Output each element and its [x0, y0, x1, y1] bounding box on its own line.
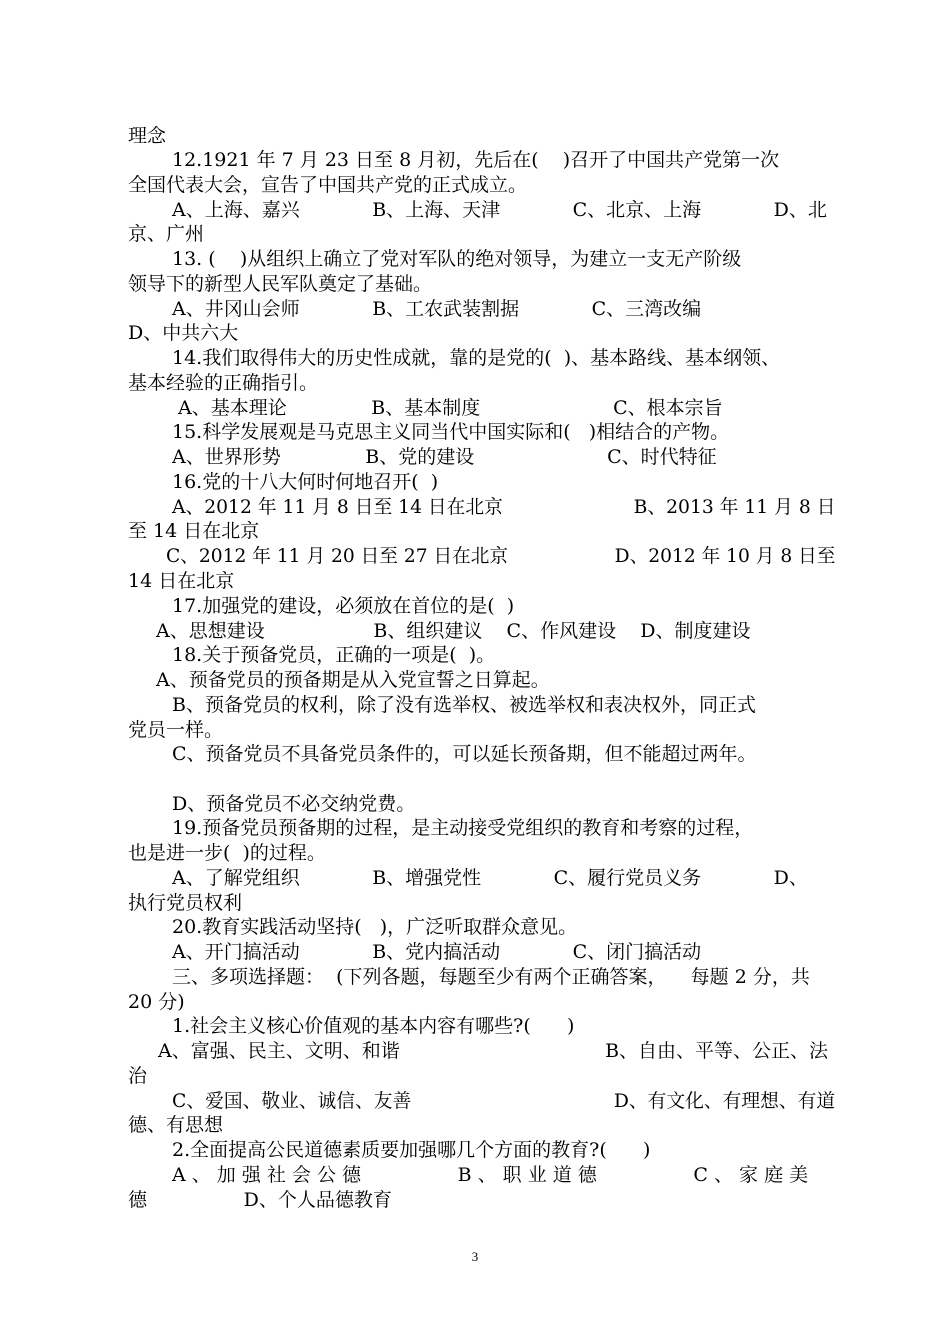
- question-14-options: A、基本理论 B、基本制度 C、根本宗旨: [178, 397, 723, 419]
- page-number: 3: [471, 1249, 479, 1264]
- question-20-stem: 20.教育实践活动坚持( )，广泛听取群众意见。: [172, 916, 578, 938]
- text-line: 治: [128, 1065, 148, 1087]
- question-17-options: A、思想建设 B、组织建议 C、作风建设 D、制度建设: [156, 620, 751, 642]
- text-line: 德 D、个人品德教育: [128, 1189, 392, 1211]
- text-line: 至 14 日在北京: [128, 520, 260, 542]
- question-17-stem: 17.加强党的建设，必须放在首位的是( ): [172, 595, 515, 617]
- text-line: 理念: [128, 125, 167, 147]
- question-13-options: A、井冈山会师 B、工农武装割据 C、三湾改编: [172, 298, 702, 320]
- text-line: 基本经验的正确指引。: [128, 372, 319, 394]
- question-19-stem: 19.预备党员预备期的过程，是主动接受党组织的教育和考察的过程，: [172, 817, 754, 839]
- question-15-options: A、世界形势 B、党的建设 C、时代特征: [172, 446, 717, 468]
- text-line: 领导下的新型人民军队奠定了基础。: [128, 273, 433, 295]
- multi-question-1-options: A、富强、民主、文明、和谐 B、自由、平等、公正、法: [158, 1040, 829, 1062]
- text-line: 德、有思想: [128, 1114, 224, 1136]
- question-19-options: A、了解党组织 B、增强党性 C、履行党员义务 D、: [172, 867, 808, 889]
- question-14-stem: 14.我们取得伟大的历史性成就，靠的是党的( )、基本路线、基本纲领、: [172, 347, 781, 369]
- text-line: 党员一样。: [128, 719, 224, 741]
- section-heading: 三、多项选择题： (下列各题，每题至少有两个正确答案， 每题 2 分，共: [172, 966, 810, 988]
- question-12-stem: 12.1921 年 7 月 23 日至 8 月初，先后在( )召开了中国共产党第一次: [172, 149, 780, 171]
- multi-question-1-options: C、爱国、敬业、诚信、友善 D、有文化、有理想、有道: [172, 1090, 836, 1112]
- question-15-stem: 15.科学发展观是马克思主义同当代中国实际和( )相结合的产物。: [172, 421, 730, 443]
- multi-question-2-stem: 2.全面提高公民道德素质要加强哪几个方面的教育?( ): [172, 1139, 651, 1161]
- question-16-stem: 16.党的十八大何时何地召开( ): [172, 471, 439, 493]
- question-18-option-a: A、预备党员的预备期是从入党宣誓之日算起。: [156, 669, 550, 691]
- question-18-option-c: C、预备党员不具备党员条件的，可以延长预备期，但不能超过两年。: [172, 743, 757, 765]
- question-12-options: A、上海、嘉兴 B、上海、天津 C、北京、上海 D、北: [172, 199, 827, 221]
- question-18-option-d: D、预备党员不必交纳党费。: [172, 793, 416, 815]
- multi-question-2-options: A 、 加 强 社 会 公 德 B 、 职 业 道 德 C 、 家 庭 美: [172, 1164, 809, 1186]
- question-13-stem: 13. ( )从组织上确立了党对军队的绝对领导，为建立一支无产阶级: [172, 248, 742, 270]
- question-18-option-b: B、预备党员的权利，除了没有选举权、被选举权和表决权外，同正式: [172, 694, 756, 716]
- text-line: 14 日在北京: [128, 570, 235, 592]
- question-16-options: A、2012 年 11 月 8 日至 14 日在北京 B、2013 年 11 月 8 日: [172, 496, 836, 518]
- multi-question-1-stem: 1.社会主义核心价值观的基本内容有哪些?( ): [172, 1015, 575, 1037]
- question-18-stem: 18.关于预备党员，正确的一项是( )。: [172, 644, 496, 666]
- question-20-options: A、开门搞活动 B、党内搞活动 C、闭门搞活动: [172, 941, 702, 963]
- text-line: 也是进一步( )的过程。: [128, 842, 326, 864]
- text-line: 执行党员权利: [128, 892, 243, 914]
- question-16-options: C、2012 年 11 月 20 日至 27 日在北京 D、2012 年 10 月 8 日至: [166, 545, 836, 567]
- text-line: D、中共六大: [128, 322, 239, 344]
- text-line: 全国代表大会，宣告了中国共产党的正式成立。: [128, 174, 528, 196]
- text-line: 京、广州: [128, 223, 205, 245]
- text-line: 20 分): [128, 991, 185, 1013]
